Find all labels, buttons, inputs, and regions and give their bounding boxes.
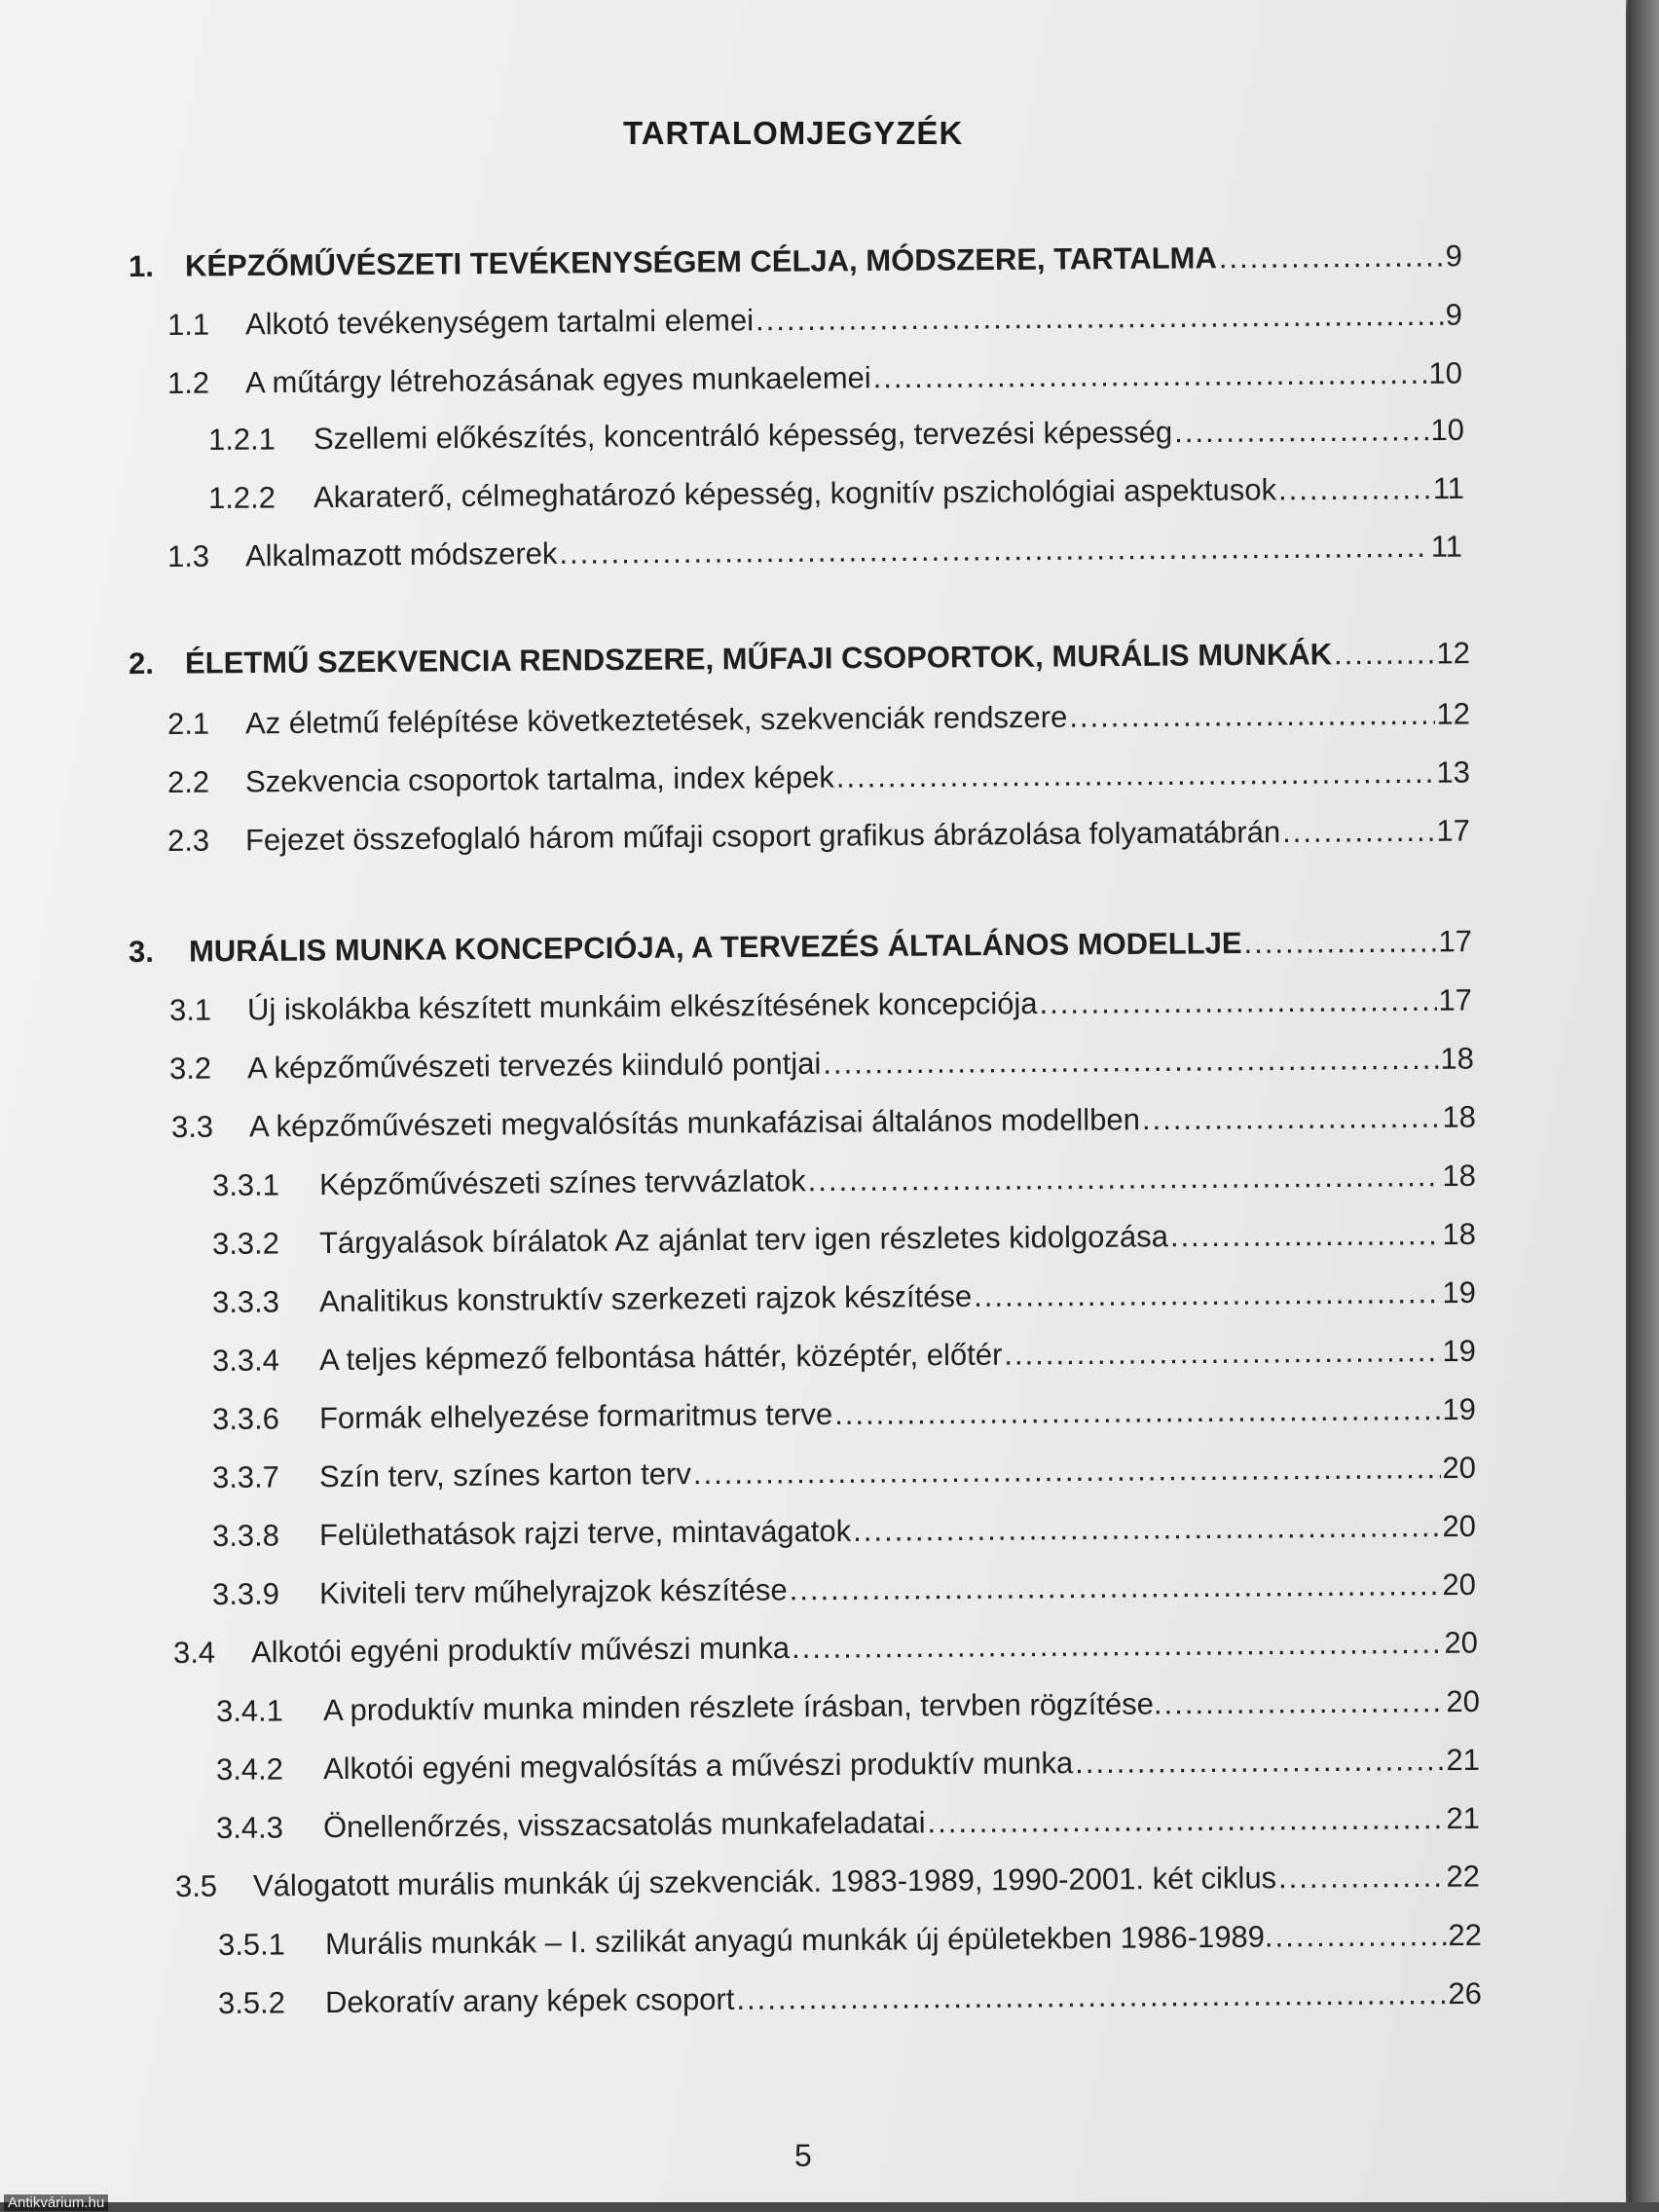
dot-leader (823, 1042, 1438, 1082)
dot-leader (790, 1567, 1441, 1607)
watermark: Antikvárium.hu (4, 2194, 108, 2211)
toc-entry-title: A képzőművészeti tervezés kiinduló pontjai (246, 1046, 822, 1086)
toc-entry-title: Új iskolákba készített munkáim elkészítésének koncepciója (246, 985, 1038, 1027)
toc-entry-title: Tárgyalások bírálatok Az ajánlat terv igen részletes kidolgozása (318, 1219, 1169, 1261)
toc-entry-page: 22 (1446, 1859, 1481, 1894)
toc-entry-title: KÉPZŐMŰVÉSZETI TEVÉKENYSÉGEM CÉLJA, MÓDSZERE, TARTALMA (184, 240, 1217, 283)
toc-entry-page: 20 (1442, 1508, 1477, 1544)
toc-entry-number: 3.4 (172, 1635, 216, 1670)
toc-entry-number: 3.1 (168, 992, 212, 1027)
toc-entry-page: 10 (1430, 412, 1465, 448)
page-number: 5 (794, 2138, 812, 2173)
toc-entry-number: 3.4.1 (215, 1693, 284, 1728)
dot-leader (853, 1509, 1441, 1549)
dot-leader (1282, 814, 1435, 850)
toc-entry-page: 18 (1442, 1099, 1477, 1134)
toc-entry-page: 20 (1444, 1625, 1479, 1660)
toc-entry-number: 1.2.1 (207, 422, 276, 457)
toc-entry-page: 12 (1436, 636, 1471, 671)
dot-leader (693, 1451, 1441, 1492)
toc-entry-number: 3.4.3 (215, 1810, 284, 1845)
dot-leader (792, 1626, 1443, 1666)
dot-leader (1243, 924, 1436, 961)
toc-entry-number: 3.3.7 (211, 1459, 280, 1494)
dot-leader (1278, 1860, 1445, 1896)
toc-entry-title: Szín terv, színes karton terv (318, 1456, 692, 1494)
toc-entry-page: 20 (1442, 1567, 1477, 1603)
toc-entry-number: 3.3.6 (211, 1401, 280, 1436)
toc-entry-number: 3.5 (174, 1868, 218, 1903)
dot-leader (834, 1392, 1441, 1432)
dot-leader (1274, 1918, 1446, 1954)
toc-entry-number: 3.5.2 (217, 1985, 286, 2020)
toc-entry-number: 2.3 (166, 823, 210, 858)
toc-entry-number: 3.3 (170, 1109, 214, 1144)
toc-entry-page: 17 (1438, 924, 1473, 959)
toc-entry-number: 1.3 (166, 538, 210, 573)
toc-entry-title: Válogatott murális munkák új szekvenciák. 1983-1989, 1990-2001. két ciklus (252, 1861, 1277, 1903)
toc-entry-page: 11 (1430, 529, 1463, 564)
toc-entry-title: Szekvencia csoportok tartalma, index képek (244, 759, 834, 799)
toc-entry-page: 21 (1446, 1742, 1481, 1778)
toc-entry-number: 3.5.1 (217, 1927, 286, 1962)
page-edge-shadow (1628, 0, 1659, 2212)
toc-entry-page: 13 (1436, 755, 1471, 790)
toc-entry-number: 3.3.9 (211, 1576, 280, 1611)
toc-entry-title: Felülethatások rajzi terve, mintavágatok (318, 1513, 852, 1553)
toc-entry-number: 1.2.2 (207, 480, 276, 515)
dot-leader (559, 530, 1429, 571)
toc-entry-title: Szellemi előkészítés, koncentráló képesség, tervezési képesség (313, 415, 1173, 457)
toc-entry-number: 3.3.2 (211, 1226, 280, 1261)
dot-leader (1039, 983, 1436, 1021)
toc-entry-number: 1.1 (166, 307, 210, 342)
toc-entry-title: Murális munkák – I. szilikát anyagú munkák új épületekben 1986-1989. (324, 1919, 1273, 1962)
toc-entry-title: Alkotó tevékenységem tartalmi elemei (244, 303, 755, 342)
toc-entry-title: A képzőművészeti megvalósítás munkafázisai általános modellben (248, 1102, 1141, 1144)
dot-leader (756, 298, 1444, 339)
dot-leader (1219, 239, 1444, 276)
toc-entry-number: 2.2 (166, 764, 210, 799)
toc-entry-title: Formák elhelyezése formaritmus terve (318, 1396, 833, 1436)
toc-entry-title: Alkotói egyéni produktív művészi munka (250, 1631, 791, 1670)
dot-leader (1170, 1217, 1441, 1254)
toc-entry-page: 19 (1442, 1391, 1477, 1427)
toc-entry-page: 9 (1445, 297, 1463, 332)
toc-entry-number: 3. (128, 934, 154, 969)
toc-entry-title: Alkotói egyéni megvalósítás a művészi produktív munka (322, 1746, 1074, 1787)
toc-entry-number: 1. (128, 248, 154, 283)
dot-leader (1004, 1334, 1440, 1373)
toc-entry-title: Dekoratív arany képek csoport (324, 1981, 735, 2020)
dot-leader (1163, 1684, 1444, 1721)
toc-entry-number: 3.4.2 (215, 1751, 284, 1787)
toc-entry-page: 18 (1442, 1216, 1477, 1252)
toc-entry-title: Kiviteli terv műhelyrajzok készítése (318, 1572, 788, 1611)
toc-entry-title: Analitikus konstruktív szerkezeti rajzok készítése (318, 1278, 973, 1319)
toc-entry-number: 3.2 (168, 1051, 212, 1086)
toc-entry-number: 1.2 (166, 365, 210, 400)
toc-entry-title: MURÁLIS MUNKA KONCEPCIÓJA, A TERVEZÉS ÁLTALÁNOS MODELLJE (188, 926, 1242, 969)
page-bottom-edge (0, 2202, 1659, 2212)
toc-entry-page: 17 (1438, 982, 1473, 1017)
toc-entry-page: 26 (1448, 1975, 1483, 2011)
toc-entry-number: 3.3.4 (211, 1343, 280, 1378)
page-title: TARTALOMJEGYZÉK (623, 115, 964, 151)
toc-entry-title: Alkalmazott módszerek (244, 535, 558, 573)
toc-entry-page: 10 (1428, 355, 1463, 390)
toc-entry-page: 20 (1442, 1450, 1477, 1486)
toc-entry-page: 20 (1446, 1683, 1481, 1719)
toc-entry-title: A teljes képmező felbontása háttér, középtér, előtér (318, 1337, 1003, 1378)
dot-leader (873, 356, 1427, 395)
dot-leader (1334, 636, 1435, 672)
dot-leader (836, 756, 1435, 795)
toc-entry-title: Az életmű felépítése következtetések, szekvenciák rendszere (244, 699, 1068, 741)
toc-entry-title: Képzőművészeti színes tervvázlatok (318, 1163, 806, 1202)
toc-entry-title: Fejezet összefoglaló három műfaji csoport grafikus ábrázolása folyamatábrán (244, 815, 1281, 858)
toc-entry-page: 21 (1446, 1800, 1481, 1836)
toc-entry-title: A produktív munka minden részlete írásban, tervben rögzítése. (322, 1686, 1162, 1728)
toc-entry-number: 2.1 (166, 706, 210, 741)
toc-entry-page: 19 (1442, 1274, 1477, 1310)
toc-entry-title: Önellenőrzés, visszacsatolás munkafeladatai (322, 1805, 926, 1845)
dot-leader (1174, 413, 1429, 450)
toc-entry-page: 19 (1442, 1333, 1477, 1369)
dot-leader (1142, 1100, 1441, 1137)
toc-entry-number: 3.3.3 (211, 1284, 280, 1319)
dot-leader (974, 1275, 1441, 1314)
toc-entry-page: 18 (1440, 1041, 1475, 1076)
toc-entry-number: 3.3.1 (211, 1167, 280, 1202)
toc-entry-page: 18 (1442, 1158, 1477, 1194)
toc-entry-page: 17 (1436, 813, 1471, 848)
toc-entry-title: Akaraterő, célmeghatározó képesség, kognitív pszichológiai aspektusok (313, 472, 1277, 515)
toc-entry-title: A műtárgy létrehozásának egyes munkaelemei (244, 360, 871, 400)
toc-entry-page: 11 (1432, 470, 1465, 506)
toc-entry-page: 9 (1445, 239, 1463, 274)
dot-leader (736, 1976, 1446, 2017)
toc-entry-title: ÉLETMŰ SZEKVENCIA RENDSZERE, MŰFAJI CSOPORTOK, MURÁLIS MUNKÁK (184, 637, 1333, 681)
dot-leader (1278, 471, 1431, 507)
dot-leader (1069, 697, 1434, 735)
toc-entry-number: 2. (128, 645, 154, 681)
dot-leader (927, 1801, 1444, 1840)
toc-entry-page: 12 (1436, 696, 1471, 731)
toc-entry-number: 3.3.8 (211, 1518, 280, 1553)
dot-leader (1075, 1743, 1445, 1781)
toc-entry-page: 22 (1448, 1917, 1483, 1953)
dot-leader (808, 1159, 1441, 1198)
